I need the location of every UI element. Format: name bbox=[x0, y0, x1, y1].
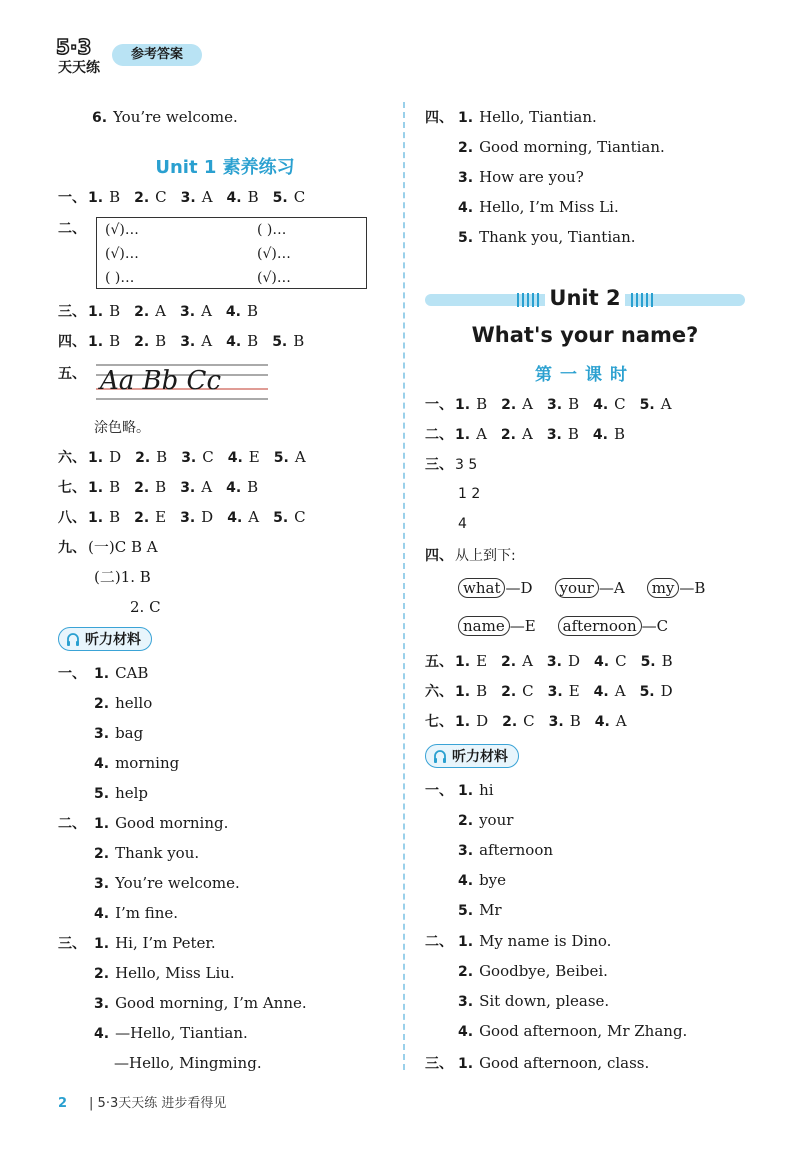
answer-item: 2. A bbox=[500, 425, 533, 443]
answer-item: 4. B bbox=[226, 188, 259, 206]
right-q4-label: 四、 bbox=[425, 110, 453, 126]
left-q5-note: 涂色略。 bbox=[94, 420, 150, 436]
headphones-icon bbox=[433, 750, 447, 763]
headphones-icon bbox=[66, 633, 80, 646]
answer-item: 2. C bbox=[501, 682, 534, 700]
left-q9-part2a: (二)1. B bbox=[94, 568, 151, 586]
list-item: 1. Hi, I’m Peter. bbox=[94, 934, 216, 952]
answer-item: 3. C bbox=[181, 448, 214, 466]
answer-key-badge: 参考答案 bbox=[112, 44, 202, 66]
answer-item: 1. D bbox=[455, 712, 489, 730]
answer-item: 2. B bbox=[134, 478, 167, 496]
answer-item: 4. C bbox=[593, 395, 626, 413]
left-q9-part2b: 2. C bbox=[130, 598, 161, 616]
list-item: 2. Goodbye, Beibei. bbox=[458, 962, 608, 980]
page-number: 2 bbox=[58, 1096, 68, 1111]
list-item: 4. bye bbox=[458, 871, 507, 889]
footer-text: | 5·3天天练 进步看得见 bbox=[89, 1096, 227, 1111]
right-q3-row: 三、 3 5 bbox=[425, 457, 478, 473]
answer-item: 4. C bbox=[594, 652, 627, 670]
answer-item: 2. A bbox=[501, 395, 533, 413]
answer-item: 2. A bbox=[501, 652, 533, 670]
box-left-2: (√)… bbox=[105, 246, 139, 262]
page-footer bbox=[58, 1092, 226, 1111]
left-q7-row: 七、 1. B 2. B 3. A 4. B bbox=[58, 478, 259, 496]
right-q1-row: 一、 1. B 2. A 3. B 4. C 5. A bbox=[425, 395, 672, 413]
handwriting-text: Aa Bb Cc bbox=[100, 366, 222, 396]
list-item: 3. Good morning, I’m Anne. bbox=[94, 994, 307, 1012]
answer-item: 4. A bbox=[593, 682, 626, 700]
answer-item: 1. B bbox=[88, 188, 121, 206]
list-item: 3. Sit down, please. bbox=[458, 992, 610, 1010]
answer-item: 1. D bbox=[88, 448, 122, 466]
left-q2-box bbox=[96, 217, 367, 289]
answer-item: 3. E bbox=[547, 682, 580, 700]
answer-item: 5. B bbox=[272, 332, 305, 350]
answer-item: 3. A bbox=[180, 188, 213, 206]
answer-item: 1. B bbox=[88, 478, 121, 496]
logo-53-icon bbox=[54, 34, 110, 76]
right-q2-row: 二、 1. A 2. A 3. B 4. B bbox=[425, 425, 625, 443]
right-l2-label: 二、 bbox=[425, 934, 453, 950]
list-item: 4. I’m fine. bbox=[94, 904, 179, 922]
answer-item: 4. B bbox=[592, 425, 625, 443]
list-item: 2. hello bbox=[94, 694, 153, 712]
match-pair: name —E bbox=[458, 617, 536, 635]
answer-item: 3. D bbox=[180, 508, 214, 526]
answer-item: 2. C bbox=[134, 188, 167, 206]
answer-item: 4. A bbox=[227, 508, 260, 526]
left-q5-label: 五、 bbox=[58, 366, 86, 382]
answer-item: 3. B bbox=[547, 395, 580, 413]
right-q5-row: 五、 1. E 2. A 3. D 4. C 5. B bbox=[425, 652, 673, 670]
left-q1-row: 一、 1. B 2. C 3. A 4. B 5. C bbox=[58, 188, 306, 206]
answer-item: 5. A bbox=[639, 395, 672, 413]
answer-item: 3. A bbox=[180, 478, 213, 496]
answer-item: 2. B bbox=[134, 332, 167, 350]
left-top-line: 6. You’re welcome. bbox=[92, 108, 238, 126]
list-item: 1. Hello, Tiantian. bbox=[458, 108, 597, 126]
list-item: 3. bag bbox=[94, 724, 144, 742]
answer-item: 2. A bbox=[134, 302, 166, 320]
list-item: 1. My name is Dino. bbox=[458, 932, 612, 950]
right-q4b-row: 四、 从上到下: bbox=[425, 548, 516, 564]
handwriting-lines bbox=[96, 363, 268, 401]
list-item: 2. Thank you. bbox=[94, 844, 200, 862]
list-item: 4. —Hello, Tiantian. bbox=[94, 1024, 248, 1042]
listening-tag-left: 听力材料 bbox=[58, 627, 152, 651]
match-pair: what —D bbox=[458, 579, 533, 597]
box-right-2: (√)… bbox=[257, 246, 291, 262]
answer-item: 2. B bbox=[135, 448, 168, 466]
list-item: 1. Good morning. bbox=[94, 814, 229, 832]
unit1-title: Unit 1 素养练习 bbox=[155, 157, 295, 178]
listening-tag-right: 听力材料 bbox=[425, 744, 519, 768]
answer-item: 4. E bbox=[227, 448, 260, 466]
column-divider bbox=[403, 102, 405, 1070]
answer-item: 2. E bbox=[134, 508, 167, 526]
match-pair: afternoon —C bbox=[558, 617, 668, 635]
answer-item: 3. D bbox=[546, 652, 581, 670]
match-pair: your —A bbox=[555, 579, 625, 597]
list-item: 4. morning bbox=[94, 754, 180, 772]
answer-item: 5. A bbox=[273, 448, 306, 466]
answer-item: 5. B bbox=[640, 652, 673, 670]
right-q3-row2: 1 2 bbox=[458, 486, 481, 502]
svg-text:5·3: 5·3 bbox=[56, 35, 92, 59]
list-item: 5. help bbox=[94, 784, 148, 802]
list-item: 2. your bbox=[458, 811, 514, 829]
list-item: 1. CAB bbox=[94, 664, 149, 682]
answer-item: 3. B bbox=[548, 712, 581, 730]
lesson-title: 第一课时 bbox=[535, 365, 635, 385]
list-item: 3. afternoon bbox=[458, 841, 554, 859]
list-item: 5. Mr bbox=[458, 901, 502, 919]
match-pair: my —B bbox=[647, 579, 706, 597]
right-q4b-pairs1 bbox=[458, 578, 727, 598]
box-right-3: (√)… bbox=[257, 270, 291, 286]
list-item: 1. Good afternoon, class. bbox=[458, 1054, 650, 1072]
right-l1-label: 一、 bbox=[425, 783, 453, 799]
answer-item: 2. C bbox=[502, 712, 535, 730]
answer-item: 5. C bbox=[273, 508, 306, 526]
left-l3-extra: —Hello, Mingming. bbox=[114, 1054, 262, 1072]
right-q6-row: 六、 1. B 2. C 3. E 4. A 5. D bbox=[425, 682, 673, 700]
right-l3-label: 三、 bbox=[425, 1056, 453, 1072]
left-q2-label: 二、 bbox=[58, 221, 86, 237]
answer-item: 1. E bbox=[455, 652, 488, 670]
list-item: 1. hi bbox=[458, 781, 494, 799]
left-l3-label: 三、 bbox=[58, 936, 86, 952]
answer-item: 5. D bbox=[639, 682, 673, 700]
answer-item: 5. C bbox=[272, 188, 306, 206]
left-q4-row: 四、 1. B 2. B 3. A 4. B 5. B bbox=[58, 332, 305, 350]
right-q3-row3: 4 bbox=[458, 516, 467, 532]
box-left-1: (√)… bbox=[105, 222, 139, 238]
answer-item: 4. B bbox=[226, 332, 259, 350]
box-left-3: ( )… bbox=[105, 270, 135, 286]
answer-item: 1. B bbox=[88, 302, 121, 320]
list-item: 3. You’re welcome. bbox=[94, 874, 240, 892]
box-right-1: ( )… bbox=[257, 222, 287, 238]
answer-item: 3. A bbox=[180, 302, 212, 320]
answer-item: 3. A bbox=[180, 332, 213, 350]
list-item: 2. Good morning, Tiantian. bbox=[458, 138, 665, 156]
answer-item: 1. A bbox=[455, 425, 487, 443]
answer-item: 4. A bbox=[594, 712, 627, 730]
list-item: 5. Thank you, Tiantian. bbox=[458, 228, 636, 246]
unit2-subtitle: What's your name? bbox=[471, 323, 699, 347]
left-q6-row: 六、 1. D 2. B 3. C 4. E 5. A bbox=[58, 448, 306, 466]
left-l1-label: 一、 bbox=[58, 666, 86, 682]
answer-item: 1. B bbox=[88, 508, 121, 526]
left-q9-row: 九、 (一)C B A bbox=[58, 538, 158, 556]
answer-item: 1. B bbox=[455, 395, 488, 413]
left-q3-row: 三、 1. B 2. A 3. A 4. B bbox=[58, 302, 258, 320]
unit2-title: Unit 2 bbox=[549, 286, 621, 310]
right-q4b-pairs2 bbox=[458, 616, 690, 636]
answer-item: 1. B bbox=[455, 682, 488, 700]
list-item: 4. Good afternoon, Mr Zhang. bbox=[458, 1022, 688, 1040]
right-q7-row: 七、 1. D 2. C 3. B 4. A bbox=[425, 712, 627, 730]
answer-item: 4. B bbox=[226, 478, 259, 496]
answer-item: 3. B bbox=[546, 425, 579, 443]
list-item: 2. Hello, Miss Liu. bbox=[94, 964, 235, 982]
answer-item: 1. B bbox=[88, 332, 121, 350]
answer-item: 4. B bbox=[225, 302, 258, 320]
left-l2-label: 二、 bbox=[58, 816, 86, 832]
list-item: 4. Hello, I’m Miss Li. bbox=[458, 198, 619, 216]
left-q8-row: 八、 1. B 2. E 3. D 4. A 5. C bbox=[58, 508, 306, 526]
list-item: 3. How are you? bbox=[458, 168, 584, 186]
svg-text:天天练: 天天练 bbox=[58, 60, 100, 76]
